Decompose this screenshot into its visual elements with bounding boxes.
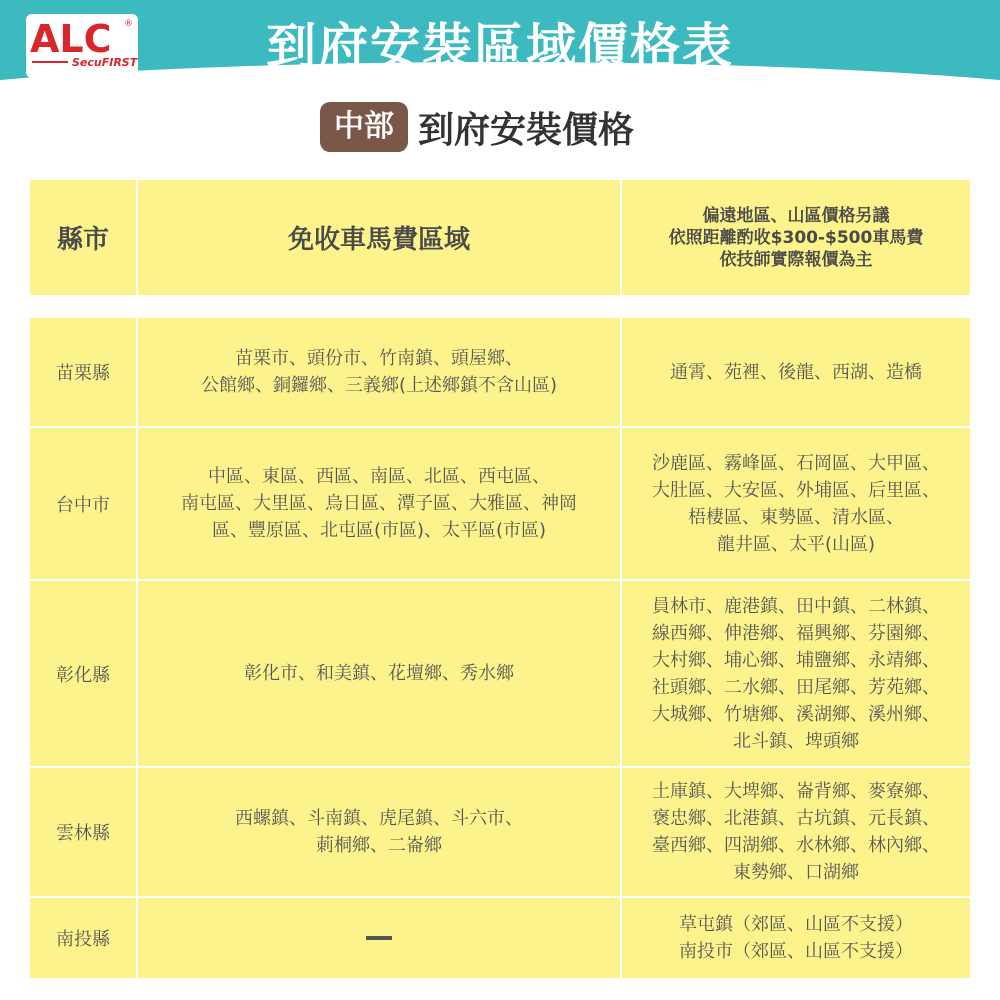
remote-zone-line: 褒忠鄉、北港鎮、古坑鎮、元長鎮、 [652, 808, 940, 829]
table-header [30, 180, 970, 295]
remote-zone-line: 大城鄉、竹塘鄉、溪湖鄉、溪州鄉、 [652, 703, 940, 725]
table-row [30, 581, 970, 768]
region-badge: 中部 [320, 102, 408, 152]
page-title: 到府安裝區域價格表 [266, 18, 734, 76]
county-cell: 台中市 [30, 428, 136, 579]
remote-zone-line: 北斗鎮、埤頭鄉 [733, 730, 859, 752]
header-county: 縣市 [30, 180, 136, 295]
free-zone-line: 中區、東區、西區、南區、北區、西屯區、 [208, 466, 550, 487]
remote-zone-line: 沙鹿區、霧峰區、石岡區、大甲區、 [652, 452, 940, 474]
remote-zone-line: 南投市（郊區、山區不支援） [679, 941, 913, 962]
remote-zone-line: 龍井區、太平(山區) [716, 533, 876, 555]
free-zone-line: 公館鄉、銅鑼鄉、三義鄉(上述鄉鎮不含山區) [200, 375, 558, 396]
not-applicable-dash [366, 936, 392, 940]
county-cell: 南投縣 [30, 898, 136, 978]
free-zone-line: 南屯區、大里區、烏日區、潭子區、大雅區、神岡 [181, 493, 577, 514]
header-remote-line: 依技師實際報價為主 [719, 249, 873, 270]
remote-zone-cell [622, 428, 970, 579]
free-zone-line: 苗栗市、頭份市、竹南鎮、頭屋鄉、 [234, 348, 523, 369]
price-table [30, 318, 970, 978]
remote-zone-line: 社頭鄉、二水鄉、田尾鄉、芳苑鄉、 [652, 676, 940, 698]
header-free-zone: 免收車馬費區域 [136, 180, 622, 295]
remote-zone-line: 臺西鄉、四湖鄉、水林鄉、林內鄉、 [652, 835, 940, 856]
remote-zone-line: 土庫鎮、大埤鄉、崙背鄉、麥寮鄉、 [652, 781, 940, 802]
table-row [30, 318, 970, 428]
free-zone-cell [136, 581, 622, 766]
remote-zone-line: 線西鄉、伸港鄉、福興鄉、芬園鄉、 [652, 622, 940, 644]
header-remote-line: 依照距離酌收$300-$500車馬費 [668, 227, 924, 248]
logo-brand: ALC [30, 17, 112, 61]
remote-zone-cell [622, 318, 970, 426]
remote-zone-line: 東勢鄉、口湖鄉 [733, 862, 859, 883]
free-zone-cell [136, 898, 622, 978]
logo-registered-mark: ® [124, 19, 133, 29]
remote-zone-line: 大肚區、大安區、外埔區、后里區、 [652, 479, 940, 501]
subtitle-text: 到府安裝價格 [418, 109, 635, 151]
county-cell: 苗栗縣 [30, 318, 136, 426]
free-zone-line: 彰化市、和美鎮、花壇鄉、秀水鄉 [244, 663, 514, 684]
free-zone-cell [136, 768, 622, 896]
subtitle [320, 100, 634, 154]
header-remote-line: 偏遠地區、山區價格另議 [702, 205, 890, 226]
logo-tagline: SecuFIRST [72, 56, 138, 69]
remote-zone-line: 草屯鎮（郊區、山區不支援） [679, 914, 913, 935]
free-zone-line: 區、豐原區、北屯區(市區)、太平區(市區) [211, 520, 547, 541]
remote-zone-cell [622, 768, 970, 896]
alc-logo [26, 14, 138, 78]
table-row [30, 428, 970, 581]
remote-zone-line: 梧棲區、東勢區、清水區、 [688, 506, 904, 528]
county-cell: 雲林縣 [30, 768, 136, 896]
table-row [30, 898, 970, 978]
remote-zone-cell [622, 581, 970, 766]
table-row [30, 768, 970, 898]
free-zone-line: 莿桐鄉、二崙鄉 [316, 835, 442, 856]
remote-zone-line: 大村鄉、埔心鄉、埔鹽鄉、永靖鄉、 [652, 649, 940, 671]
header-remote-zone [622, 180, 970, 295]
free-zone-cell [136, 318, 622, 426]
remote-zone-cell [622, 898, 970, 978]
free-zone-cell [136, 428, 622, 579]
remote-zone-line: 員林市、鹿港鎮、田中鎮、二林鎮、 [652, 595, 940, 617]
remote-zone-line: 通霄、苑裡、後龍、西湖、造橋 [670, 361, 922, 383]
county-cell: 彰化縣 [30, 581, 136, 766]
free-zone-line: 西螺鎮、斗南鎮、虎尾鎮、斗六市、 [235, 808, 523, 829]
